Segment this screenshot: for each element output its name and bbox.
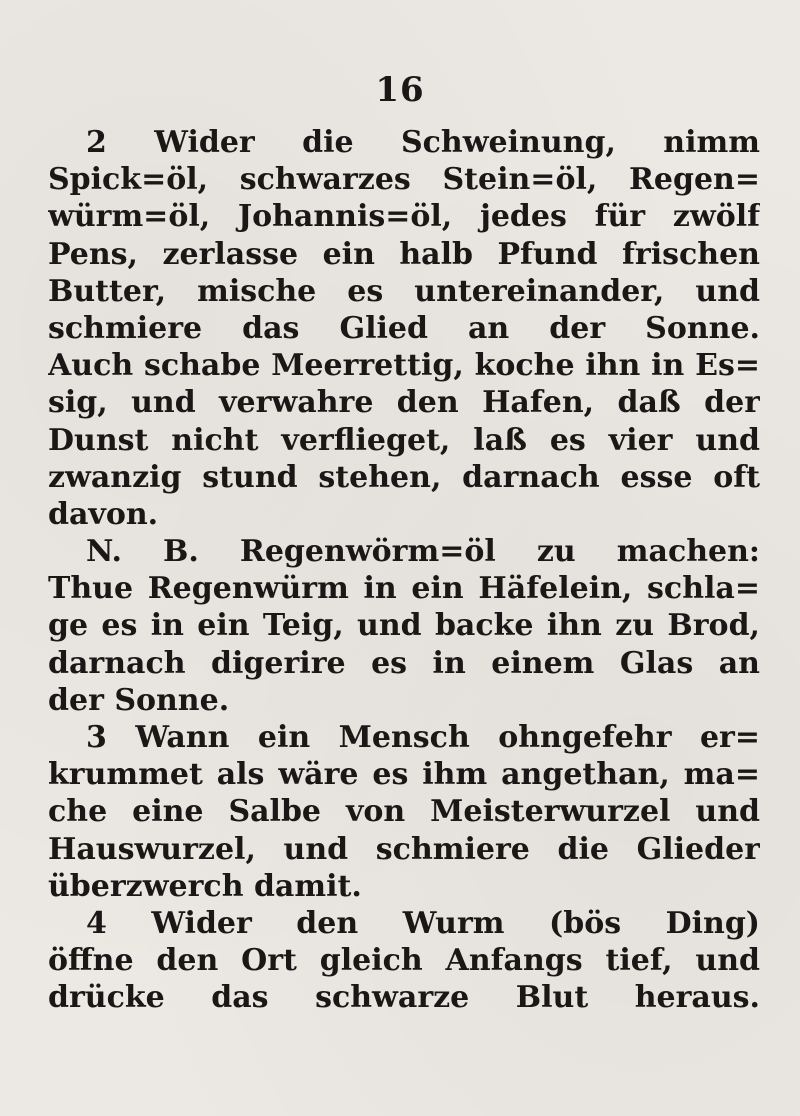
text-line: 2 Wider die Schweinung, nimm [86,125,760,160]
text-line: der Sonne. [48,682,230,718]
text-line: zwanzig stund stehen, darnach esse oft [48,459,760,495]
text-line: 3 Wann ein Mensch ohngefehr er= [86,720,760,755]
text-line: schmiere das Glied an der Sonne. [48,310,760,346]
text-line: Butter, mische es untereinander, und [48,273,760,309]
text-line: darnach digerire es in einem Glas an [48,645,760,681]
body-text [48,124,760,1017]
text-line: ge es in ein Teig, und backe ihn zu Brod, [48,608,760,644]
text-line: davon. [48,496,159,532]
text-line: Auch schabe Meerrettig, koche ihn in Es= [48,348,760,384]
text-line: Pens, zerlasse ein halb Pfund frischen [48,236,760,272]
text-line: würm=öl, Johannis=öl, jedes für zwölf [48,199,760,235]
text-line: 4 Wider den Wurm (bös Ding) [86,905,760,941]
text-line: N. B. Regenwörm=öl zu machen: [86,534,760,570]
text-line: che eine Salbe von Meisterwurzel und [48,794,760,830]
text-line: Thue Regenwürm in ein Häfelein, schla= [48,571,760,607]
text-line: krummet als wäre es ihm angethan, ma= [48,757,760,793]
text-line: Dunst nicht verflieget, laß es vier und [48,422,760,458]
text-line: Hauswurzel, und schmiere die Glieder [48,831,760,867]
text-line: öffne den Ort gleich Anfangs tief, und [48,943,760,979]
text-line: überzwerch damit. [48,868,362,904]
text-line: drücke das schwarze Blut heraus. [48,980,760,1016]
text-line: Spick=öl, schwarzes Stein=öl, Regen= [48,162,760,198]
text-line: sig, und verwahre den Hafen, daß der [48,385,760,421]
page-number: 16 [375,70,425,110]
